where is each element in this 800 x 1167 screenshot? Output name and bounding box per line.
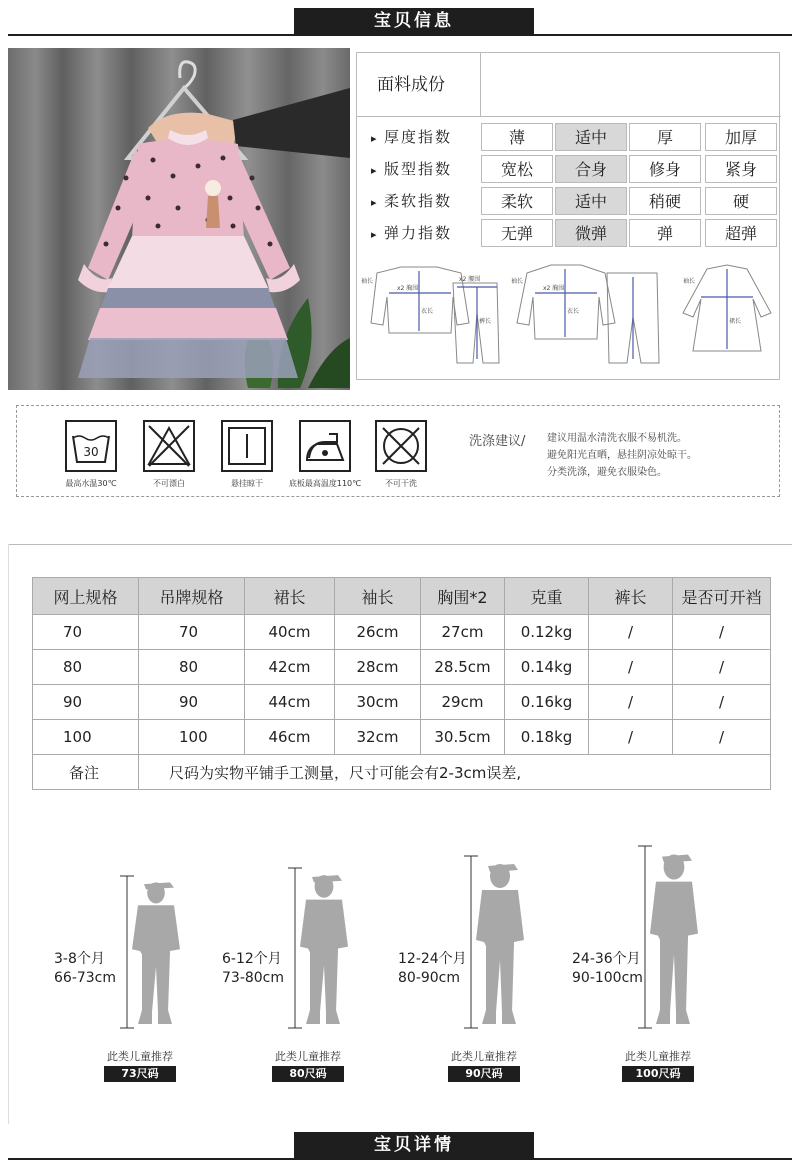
table-cell: / xyxy=(673,650,771,685)
size-recommendation xyxy=(222,862,408,1102)
attribute-label-text: 弹力指数 xyxy=(384,224,453,242)
attribute-label-text: 柔软指数 xyxy=(384,192,453,210)
measurement-diagram xyxy=(357,253,781,379)
diagram-label: 袖长 xyxy=(511,278,524,285)
table-cell: / xyxy=(673,615,771,650)
attribute-label xyxy=(357,217,481,249)
washing-line: 避免阳光直晒，悬挂阴凉处晾干。 xyxy=(547,450,697,461)
size-table xyxy=(32,577,771,790)
size-badge: 73尺码 xyxy=(104,1066,176,1082)
fabric-label: 面料成份 xyxy=(357,53,481,117)
table-cell: 80 xyxy=(33,650,139,685)
size-section-left-rule xyxy=(8,544,9,1124)
attribute-option: 薄 xyxy=(481,123,553,151)
table-header-cell: 网上规格 xyxy=(33,578,139,615)
table-row xyxy=(33,650,771,685)
diagram-label: x2 腰围 xyxy=(459,276,481,283)
table-cell: 29cm xyxy=(421,685,505,720)
attribute-row xyxy=(357,153,781,185)
table-header-cell: 克重 xyxy=(505,578,589,615)
table-cell: 70 xyxy=(139,615,245,650)
triangle-bullet-icon: ▸ xyxy=(371,132,385,145)
attribute-label-text: 版型指数 xyxy=(384,160,453,178)
hang-dry-caption: 悬挂晾干 xyxy=(231,479,263,488)
triangle-bullet-icon: ▸ xyxy=(371,228,385,241)
diagram-label: 裤长 xyxy=(479,318,492,325)
footer-banner xyxy=(294,1132,534,1158)
attribute-option: 弹 xyxy=(629,219,701,247)
table-cell: 100 xyxy=(33,720,139,755)
size-recommendation xyxy=(54,870,240,1110)
table-cell: 30cm xyxy=(335,685,421,720)
attribute-label xyxy=(357,185,481,217)
table-cell: 80 xyxy=(139,650,245,685)
table-row xyxy=(33,615,771,650)
attribute-option: 修身 xyxy=(629,155,701,183)
footer-rule xyxy=(8,1158,792,1160)
wash-temp-text: 30 xyxy=(83,445,99,459)
attribute-panel xyxy=(356,52,780,380)
size-badge: 100尺码 xyxy=(622,1066,694,1082)
table-row xyxy=(33,685,771,720)
table-header-cell: 裤长 xyxy=(589,578,673,615)
table-cell: 26cm xyxy=(335,615,421,650)
size-recommendation xyxy=(572,840,758,1080)
height-range: 90-100cm xyxy=(572,970,643,986)
table-cell: / xyxy=(589,720,673,755)
table-header-row xyxy=(33,578,771,615)
attribute-label-text: 厚度指数 xyxy=(384,128,453,146)
table-cell: / xyxy=(673,685,771,720)
washing-line: 分类洗涤，避免衣服染色。 xyxy=(547,467,667,478)
size-badge: 80尺码 xyxy=(272,1066,344,1082)
header-title: 宝贝信息 xyxy=(374,11,454,31)
diagram-label: x2 胸围 xyxy=(397,285,419,292)
table-note-row xyxy=(33,755,771,790)
size-recommendation xyxy=(398,850,584,1090)
height-range: 66-73cm xyxy=(54,970,117,986)
table-cell: 42cm xyxy=(245,650,335,685)
attribute-option: 微弹 xyxy=(555,219,627,247)
table-cell: 30.5cm xyxy=(421,720,505,755)
recommend-caption: 此类儿童推荐 xyxy=(625,1050,691,1063)
diagram-label: 袖长 xyxy=(361,278,374,285)
table-header-cell: 吊牌规格 xyxy=(139,578,245,615)
wash-30-icon xyxy=(65,420,117,472)
diagram-label: x2 胸围 xyxy=(543,285,565,292)
table-header-cell: 胸围*2 xyxy=(421,578,505,615)
table-cell: 0.16kg xyxy=(505,685,589,720)
child-silhouette-icon xyxy=(578,840,758,1040)
washing-line: 建议用温水清洗衣服不易机洗。 xyxy=(547,433,687,444)
attribute-option: 超弹 xyxy=(705,219,777,247)
diagram-label: 袖长 xyxy=(683,278,696,285)
iron-icon xyxy=(299,420,351,472)
attribute-option: 适中 xyxy=(555,123,627,151)
diagram-label: 衣长 xyxy=(421,308,434,315)
table-cell: 0.14kg xyxy=(505,650,589,685)
table-header-cell: 是否可开裆 xyxy=(673,578,771,615)
table-cell: 32cm xyxy=(335,720,421,755)
age-range: 3-8个月 xyxy=(54,951,105,967)
diagram-label: 衣长 xyxy=(567,308,580,315)
attribute-row xyxy=(357,217,781,249)
attribute-row xyxy=(357,121,781,153)
dress-illustration xyxy=(8,48,350,390)
table-cell: / xyxy=(589,615,673,650)
attribute-row xyxy=(357,185,781,217)
table-row xyxy=(33,720,771,755)
table-cell: 90 xyxy=(33,685,139,720)
wash-30-caption: 最高水温30℃ xyxy=(65,479,117,488)
product-photo xyxy=(8,48,350,390)
size-badge: 90尺码 xyxy=(448,1066,520,1082)
age-range: 12-24个月 xyxy=(398,951,467,967)
table-header-cell: 裙长 xyxy=(245,578,335,615)
attribute-option: 厚 xyxy=(629,123,701,151)
triangle-bullet-icon: ▸ xyxy=(371,196,385,209)
header-banner xyxy=(294,8,534,34)
table-cell: 28.5cm xyxy=(421,650,505,685)
child-silhouette-icon xyxy=(404,850,584,1040)
no-dryclean-icon xyxy=(375,420,427,472)
attribute-option: 硬 xyxy=(705,187,777,215)
diagram-label: 裙长 xyxy=(729,318,742,325)
table-cell: 46cm xyxy=(245,720,335,755)
attribute-option: 加厚 xyxy=(705,123,777,151)
no-dryclean-caption: 不可干洗 xyxy=(385,479,417,488)
footer-title: 宝贝详情 xyxy=(374,1135,454,1155)
table-cell: 100 xyxy=(139,720,245,755)
table-cell: 28cm xyxy=(335,650,421,685)
height-range: 80-90cm xyxy=(398,970,461,986)
fabric-row xyxy=(357,53,781,117)
washing-panel xyxy=(16,405,780,497)
recommend-caption: 此类儿童推荐 xyxy=(275,1050,341,1063)
triangle-bullet-icon: ▸ xyxy=(371,164,385,177)
table-cell: / xyxy=(589,685,673,720)
recommend-caption: 此类儿童推荐 xyxy=(451,1050,517,1063)
table-cell: 90 xyxy=(139,685,245,720)
attribute-option: 适中 xyxy=(555,187,627,215)
table-cell: 40cm xyxy=(245,615,335,650)
table-cell: 0.12kg xyxy=(505,615,589,650)
recommend-caption: 此类儿童推荐 xyxy=(107,1050,173,1063)
table-cell: 27cm xyxy=(421,615,505,650)
attribute-option: 紧身 xyxy=(705,155,777,183)
hang-dry-icon xyxy=(221,420,273,472)
attribute-option: 无弹 xyxy=(481,219,553,247)
note-label: 备注 xyxy=(33,755,139,790)
table-cell: 44cm xyxy=(245,685,335,720)
table-cell: / xyxy=(673,720,771,755)
note-text: 尺码为实物平铺手工测量，尺寸可能会有2-3cm误差, xyxy=(139,755,771,790)
attribute-label xyxy=(357,121,481,153)
height-range: 73-80cm xyxy=(222,970,285,986)
table-cell: / xyxy=(589,650,673,685)
size-section-rule xyxy=(8,544,792,545)
washing-title: 洗涤建议/ xyxy=(469,434,526,449)
washing-advice xyxy=(547,430,697,481)
table-cell: 0.18kg xyxy=(505,720,589,755)
attribute-option: 稍硬 xyxy=(629,187,701,215)
table-header-cell: 袖长 xyxy=(335,578,421,615)
age-range: 6-12个月 xyxy=(222,951,282,967)
header-rule xyxy=(8,34,792,36)
iron-caption: 底板最高温度110℃ xyxy=(288,479,362,488)
attribute-label xyxy=(357,153,481,185)
table-cell: 70 xyxy=(33,615,139,650)
attribute-option: 柔软 xyxy=(481,187,553,215)
no-bleach-icon xyxy=(143,420,195,472)
no-bleach-caption: 不可漂白 xyxy=(153,479,185,488)
age-range: 24-36个月 xyxy=(572,951,641,967)
attribute-option: 合身 xyxy=(555,155,627,183)
attribute-option: 宽松 xyxy=(481,155,553,183)
